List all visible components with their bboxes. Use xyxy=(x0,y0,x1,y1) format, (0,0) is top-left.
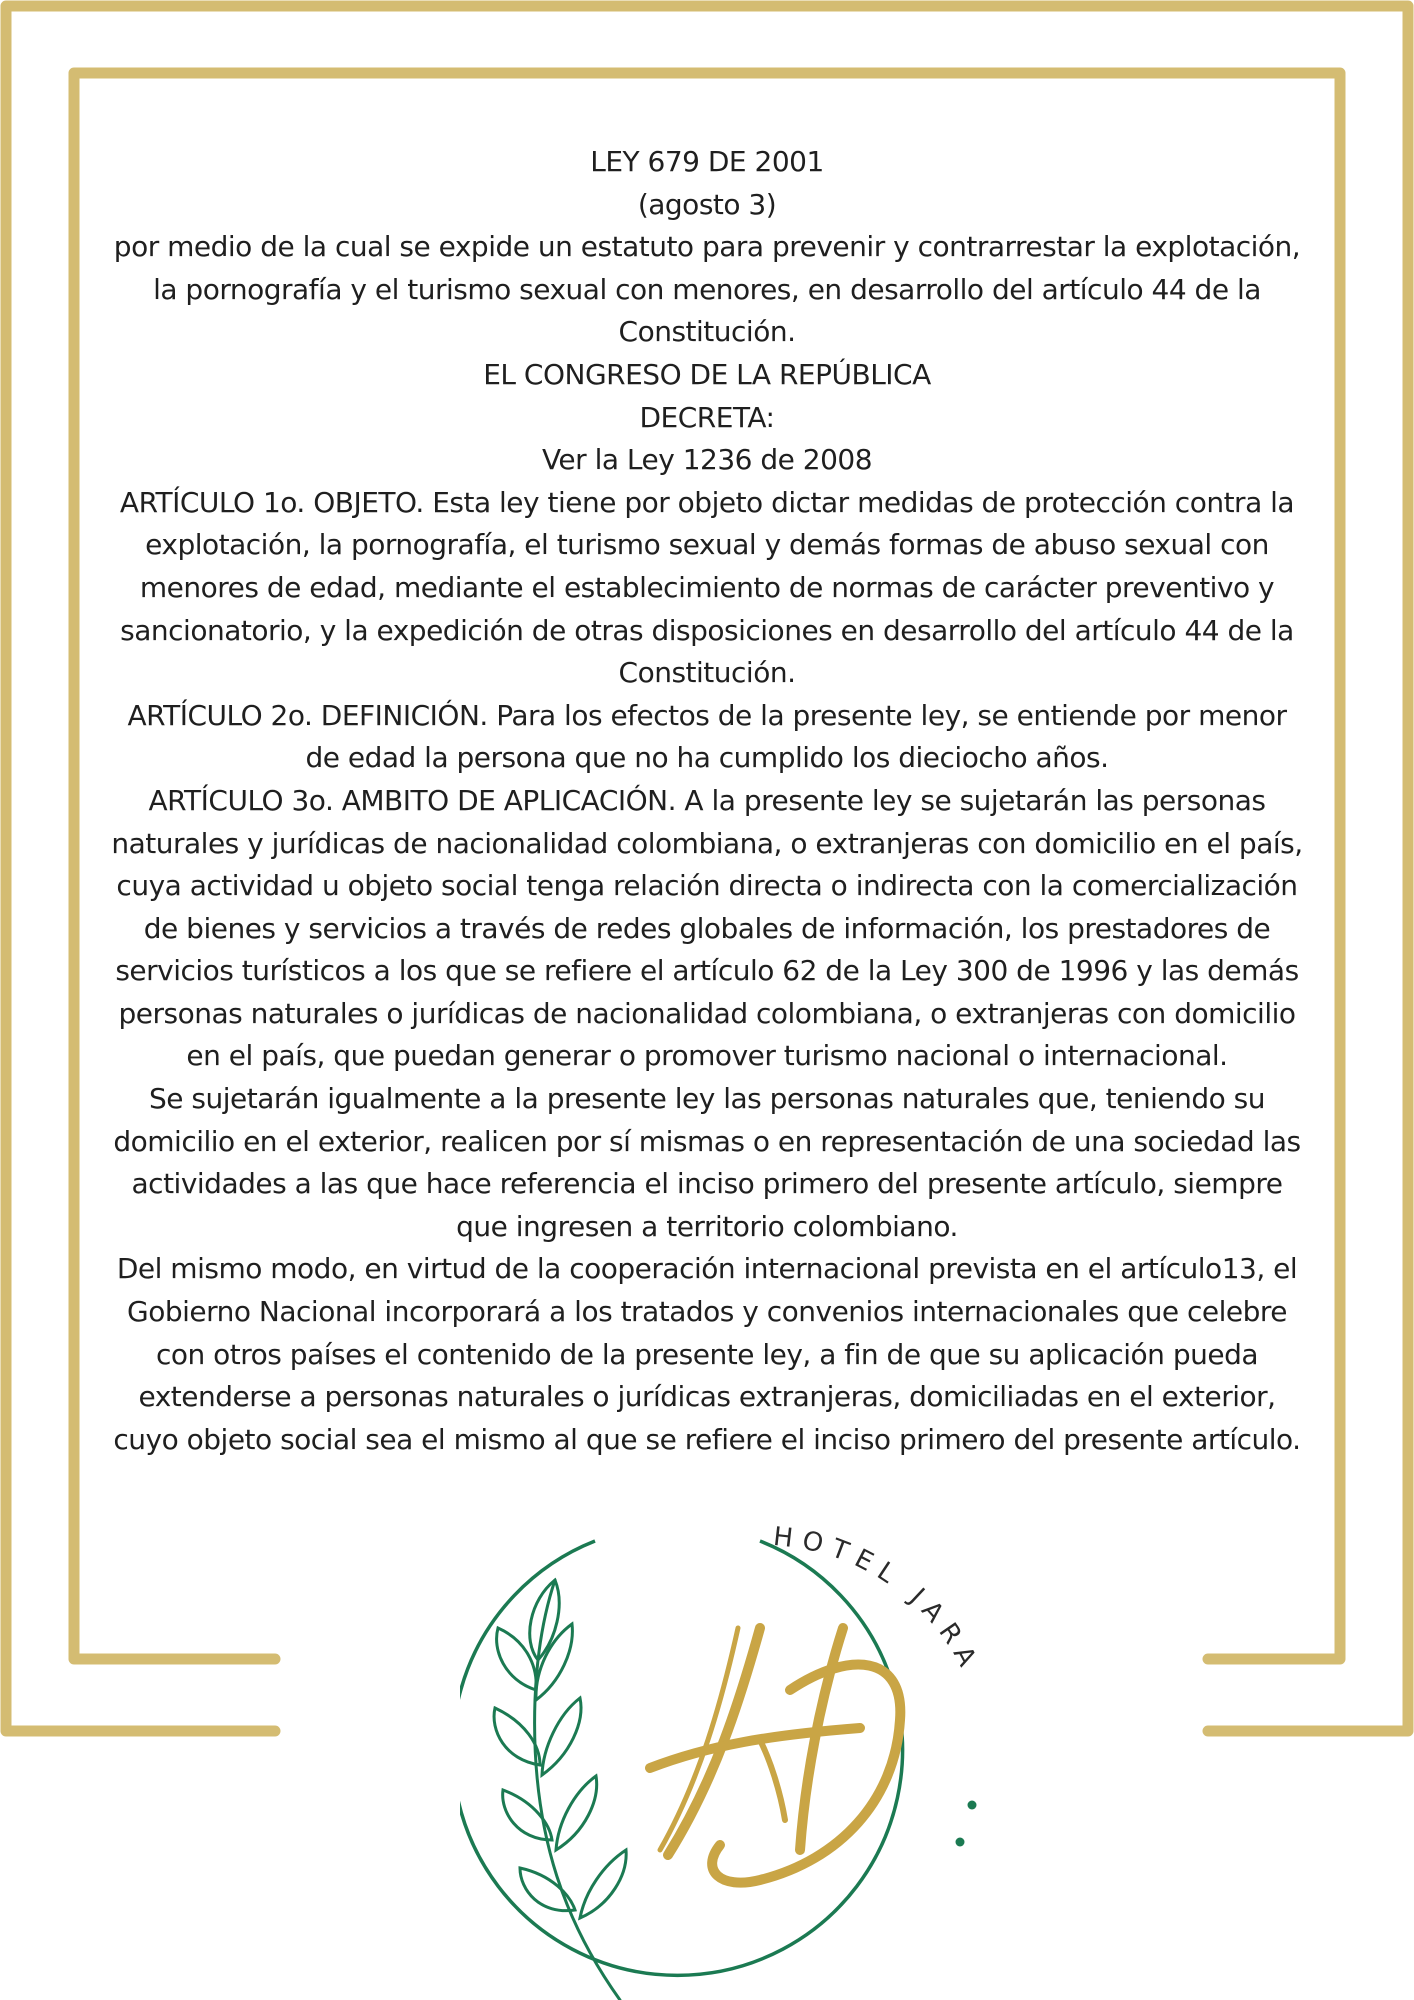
article-3: ARTÍCULO 3o. AMBITO DE APLICACIÓN. A la presente ley se sujetarán las personas naturales y jurídicas de nacionalidad colombiana, o extranjeras con domicilio en el país, cuya actividad u objeto social tenga relación directa o indirecta con la comercialización de bienes y servicios a través de redes globales de información, los prestadores de servicios turísticos a los que se refiere el artículo 62 de la Ley 300 de 1996 y las demás personas naturales o jurídicas de nacionalidad colombiana, o extranjeras con domicilio en el país, que puedan generar o promover turismo nacional o internacional. xyxy=(111,783,1303,1073)
law-subtitle: por medio de la cual se expide un estatuto para prevenir y contrarrestar la explotación, la pornografía y el turismo sexual con menores, en desarrollo del artículo 44 de la Constitución. xyxy=(113,230,1301,349)
logo-dot xyxy=(956,1838,965,1847)
article-3-paragraph-2: Se sujetarán igualmente a la presente ley las personas naturales que, teniendo su domicilio en el exterior, realicen por sí mismas o en representación de una sociedad las actividades a las que hace referencia el inciso primero del presente artículo, siempre que ingresen a territorio colombiano. xyxy=(113,1082,1301,1243)
law-date: (agosto 3) xyxy=(637,187,777,221)
olive-branch-icon xyxy=(494,1580,626,2000)
article-2: ARTÍCULO 2o. DEFINICIÓN. Para los efectos de la presente ley, se entiende por menor de edad la persona que no ha cumplido los dieciocho años. xyxy=(127,698,1287,775)
hotel-jara-logo xyxy=(460,1520,1000,2000)
hj-monogram xyxy=(650,1628,900,1883)
decree-label: DECRETA: xyxy=(639,400,775,434)
issuer: EL CONGRESO DE LA REPÚBLICA xyxy=(483,357,931,391)
article-3-paragraph-3: Del mismo modo, en virtud de la cooperación internacional prevista en el artículo13, el Gobierno Nacional incorporará a los tratados y convenios internacionales que celebre con otros países el contenido de la presente ley, a fin de que su aplicación pueda extenderse a personas naturales o jurídicas extranjeras, domiciliadas en el exterior, cuyo objeto social sea el mismo al que se refiere el inciso primero del presente artículo. xyxy=(113,1252,1301,1456)
article-1: ARTÍCULO 1o. OBJETO. Esta ley tiene por objeto dictar medidas de protección contra la explotación, la pornografía, el turismo sexual y demás formas de abuso sexual con menores de edad, mediante el establecimiento de normas de carácter preventivo y sancionatorio, y la expedición de otras disposiciones en desarrollo del artículo 44 de la Constitución. xyxy=(119,485,1295,690)
document-body xyxy=(108,141,1306,1461)
law-title: LEY 679 DE 2001 xyxy=(590,145,824,178)
logo-dot xyxy=(968,1801,977,1810)
logo-brand-text: HOTEL JARA xyxy=(771,1521,986,1680)
reference-note: Ver la Ley 1236 de 2008 xyxy=(541,443,873,477)
